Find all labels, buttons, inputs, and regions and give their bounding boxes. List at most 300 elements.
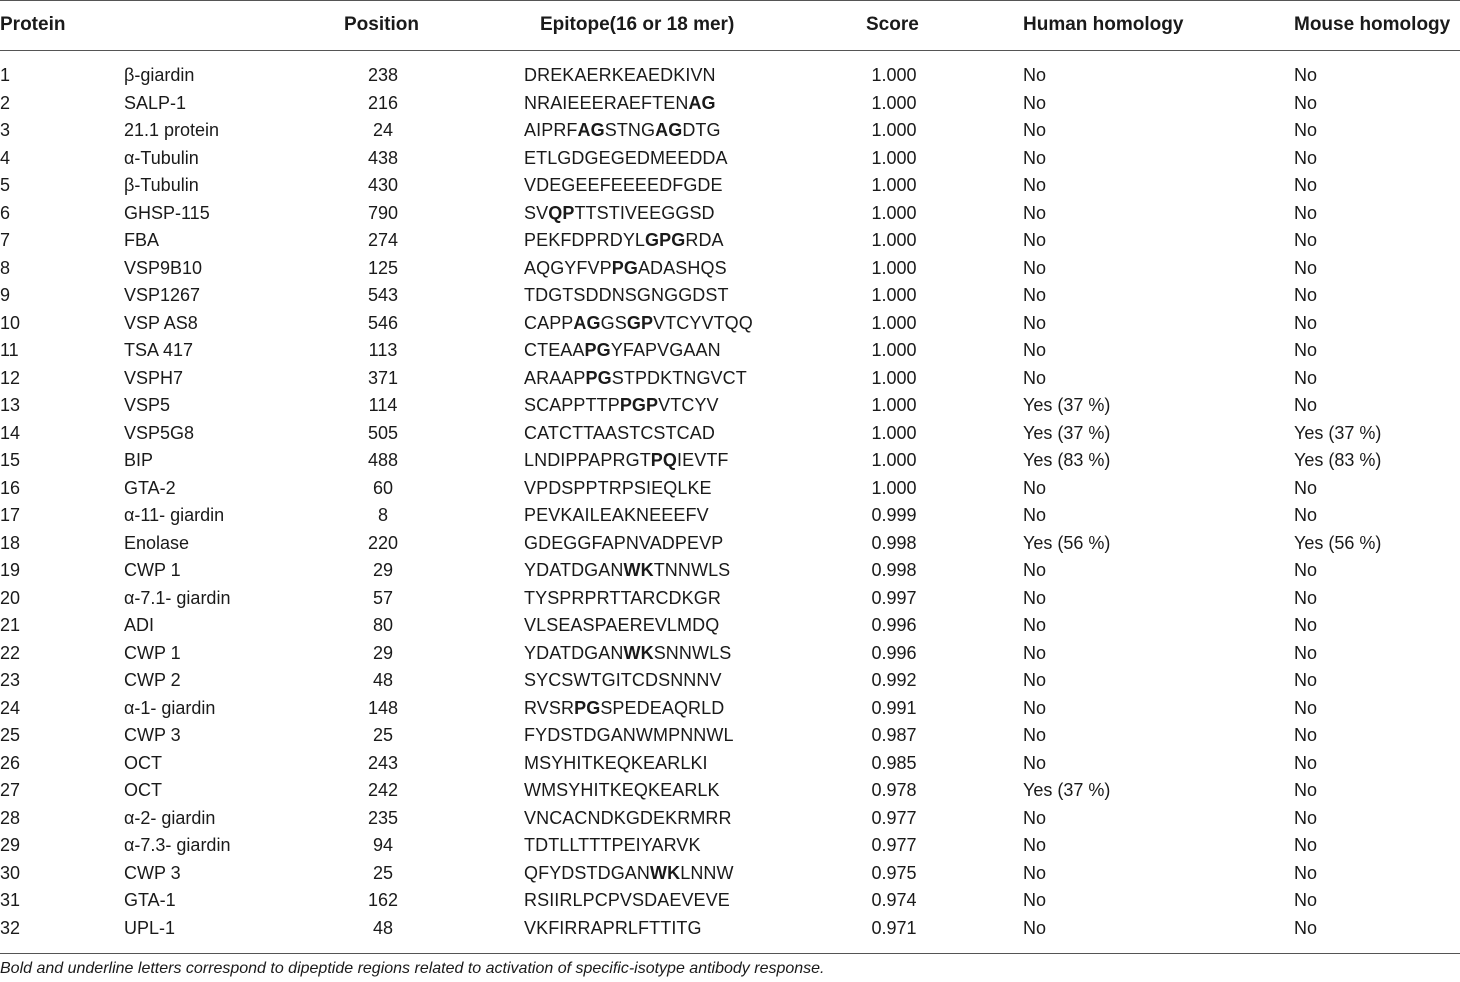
epitope-dipeptide-bold: AG — [688, 92, 716, 113]
table-row — [0, 777, 1460, 805]
row-number: 18 — [0, 532, 21, 553]
epitope-segment: ETLGDGEGEDMEEDDA — [524, 147, 728, 168]
mouse-homology-value: No — [1294, 725, 1318, 745]
position-value: 790 — [367, 202, 399, 223]
epitope-segment: SV — [524, 202, 549, 223]
mouse-homology-value: No — [1294, 285, 1318, 305]
protein-name: α-7.1- giardin — [124, 587, 231, 608]
epitope-segment: ADASHQS — [637, 257, 727, 278]
epitope-sequence — [524, 475, 712, 503]
row-number: 1 — [0, 65, 11, 85]
human-homology-value: No — [1023, 725, 1047, 745]
human-homology-value: No — [1023, 697, 1047, 718]
epitope-segment: VPDSPPTRPSIEQLKE — [524, 477, 712, 498]
mouse-homology-value: No — [1294, 120, 1318, 140]
position-value: 162 — [367, 890, 399, 910]
epitope-dipeptide-bold: QP — [548, 202, 575, 223]
protein-name: SALP-1 — [124, 92, 187, 113]
protein-name: TSA 417 — [124, 340, 194, 360]
human-homology-value: No — [1023, 670, 1047, 690]
human-homology-value: No — [1023, 120, 1047, 140]
human-homology-value: No — [1023, 285, 1047, 305]
epitope-sequence — [524, 667, 722, 695]
human-homology-value: No — [1023, 367, 1047, 388]
table-row — [0, 805, 1460, 833]
epitope-segment: STNG — [604, 120, 656, 140]
mouse-homology-value: No — [1294, 697, 1318, 718]
table-row — [0, 475, 1460, 503]
position-value: 25 — [372, 862, 394, 883]
mouse-homology-value: No — [1294, 477, 1318, 498]
position-value: 243 — [367, 752, 399, 773]
row-number: 4 — [0, 147, 11, 168]
row-number: 32 — [0, 917, 21, 938]
epitope-dipeptide-bold: PG — [611, 257, 638, 278]
human-homology-value: Yes (37 %) — [1023, 422, 1111, 443]
position-value: 220 — [367, 532, 399, 553]
epitope-dipeptide-bold: PQ — [650, 450, 678, 470]
human-homology-value: Yes (37 %) — [1023, 395, 1111, 415]
row-number: 29 — [0, 835, 21, 855]
row-number: 19 — [0, 560, 21, 580]
epitope-segment: GS — [600, 312, 627, 333]
score-value: 0.978 — [871, 780, 917, 800]
epitope-sequence — [524, 227, 724, 255]
table-row — [0, 310, 1460, 338]
epitope-segment: TDGTSDDNSGNGGDST — [524, 285, 729, 305]
epitope-segment: VKFIRRAPRLFTTITG — [524, 917, 702, 938]
score-value: 1.000 — [871, 477, 917, 498]
score-value: 1.000 — [871, 422, 917, 443]
row-number: 30 — [0, 862, 21, 883]
protein-name: VSP5G8 — [124, 422, 195, 443]
epitope-segment: SYCSWTGITCDSNNNV — [524, 670, 722, 690]
human-homology-value: No — [1023, 890, 1047, 910]
epitope-dipeptide-bold: WK — [650, 862, 681, 883]
row-number: 28 — [0, 807, 21, 828]
mouse-homology-value: No — [1294, 752, 1318, 773]
protein-name: CWP 2 — [124, 670, 181, 690]
human-homology-value: No — [1023, 230, 1047, 250]
row-number: 20 — [0, 587, 21, 608]
row-number: 24 — [0, 697, 21, 718]
human-homology-value: No — [1023, 340, 1047, 360]
epitope-sequence — [524, 310, 753, 338]
epitope-sequence — [524, 832, 701, 860]
table-row — [0, 860, 1460, 888]
epitope-dipeptide-bold: PGP — [619, 395, 659, 415]
row-number: 22 — [0, 642, 21, 663]
mouse-homology-value: No — [1294, 65, 1318, 85]
table-row — [0, 722, 1460, 750]
protein-name: CWP 3 — [124, 862, 181, 883]
epitope-segment: PEKFDPRDYL — [524, 230, 646, 250]
score-value: 1.000 — [871, 367, 917, 388]
position-value: 242 — [367, 780, 399, 800]
header-position: Position — [344, 14, 419, 35]
human-homology-value: No — [1023, 560, 1047, 580]
score-value: 1.000 — [871, 395, 917, 415]
row-number: 9 — [0, 285, 11, 305]
epitope-dipeptide-bold: AG — [655, 120, 683, 140]
table-row — [0, 145, 1460, 173]
header-protein: Protein — [0, 14, 66, 35]
table-row — [0, 227, 1460, 255]
row-number: 11 — [0, 340, 19, 360]
protein-name: Enolase — [124, 532, 190, 553]
mouse-homology-value: No — [1294, 395, 1318, 415]
epitope-sequence — [524, 420, 715, 448]
position-value: 94 — [372, 835, 394, 855]
epitope-segment: MSYHITKEQKEARLKI — [524, 752, 708, 773]
human-homology-value: No — [1023, 92, 1047, 113]
epitope-segment: RSIIRLPCPVSDAEVEVE — [524, 890, 730, 910]
position-value: 48 — [372, 670, 394, 690]
header-epitope: Epitope(16 or 18 mer) — [540, 14, 735, 35]
score-value: 1.000 — [871, 230, 917, 250]
protein-name: α-7.3- giardin — [124, 835, 231, 855]
epitope-segment: VTCYVTQQ — [653, 312, 753, 333]
protein-name: VSPH7 — [124, 367, 184, 388]
table-row — [0, 557, 1460, 585]
epitope-segment: NRAIEEERAEFTEN — [524, 92, 689, 113]
human-homology-value: Yes (56 %) — [1023, 532, 1111, 553]
epitope-sequence — [524, 750, 708, 778]
position-value: 438 — [367, 147, 399, 168]
epitope-segment: VLSEASPAEREVLMDQ — [524, 615, 720, 635]
position-value: 371 — [367, 367, 399, 388]
score-value: 1.000 — [871, 120, 917, 140]
position-value: 125 — [367, 257, 399, 278]
table-row — [0, 90, 1460, 118]
epitope-sequence — [524, 117, 721, 145]
score-value: 0.992 — [871, 670, 917, 690]
score-value: 1.000 — [871, 257, 917, 278]
table-row — [0, 282, 1460, 310]
table-row — [0, 420, 1460, 448]
score-value: 0.999 — [871, 505, 917, 525]
row-number: 2 — [0, 92, 11, 113]
score-value: 0.985 — [871, 752, 917, 773]
row-number: 7 — [0, 230, 11, 250]
row-number: 13 — [0, 395, 21, 415]
epitope-dipeptide-bold: GPG — [645, 230, 686, 250]
protein-name: GTA-1 — [124, 890, 176, 910]
position-value: 505 — [367, 422, 399, 443]
position-value: 48 — [372, 917, 394, 938]
epitope-dipeptide-bold: AG — [577, 120, 605, 140]
mouse-homology-value: No — [1294, 367, 1318, 388]
score-value: 0.977 — [871, 807, 917, 828]
position-value: 113 — [368, 340, 398, 360]
protein-name: GTA-2 — [124, 477, 176, 498]
epitope-segment: AQGYFVP — [524, 257, 612, 278]
epitope-sequence — [524, 392, 719, 420]
human-homology-value: No — [1023, 862, 1047, 883]
score-value: 0.971 — [871, 917, 917, 938]
score-value: 1.000 — [871, 340, 917, 360]
epitope-dipeptide-bold: GP — [626, 312, 654, 333]
mouse-homology-value: No — [1294, 175, 1318, 195]
protein-name: VSP1267 — [124, 285, 201, 305]
row-number: 14 — [0, 422, 21, 443]
score-value: 1.000 — [871, 92, 917, 113]
row-number: 8 — [0, 257, 11, 278]
table-row — [0, 695, 1460, 723]
score-value: 1.000 — [871, 147, 917, 168]
human-homology-value: No — [1023, 65, 1047, 85]
header-rule — [0, 50, 1460, 51]
header-mouse-homology: Mouse homology — [1294, 14, 1451, 35]
epitope-segment: LNDIPPAPRGT — [524, 450, 651, 470]
position-value: 216 — [367, 92, 399, 113]
protein-name: VSP9B10 — [124, 257, 203, 278]
epitope-segment: YDATDGAN — [524, 642, 624, 663]
human-homology-value: Yes (37 %) — [1023, 780, 1111, 800]
mouse-homology-value: No — [1294, 312, 1318, 333]
protein-name: UPL-1 — [124, 917, 176, 938]
row-number: 6 — [0, 202, 11, 223]
table-row — [0, 585, 1460, 613]
score-value: 1.000 — [871, 175, 917, 195]
score-value: 0.996 — [871, 615, 917, 635]
table-row — [0, 62, 1460, 90]
epitope-segment: VTCYV — [658, 395, 719, 415]
mouse-homology-value: No — [1294, 505, 1318, 525]
header-score: Score — [866, 14, 919, 35]
epitope-segment: RDA — [685, 230, 724, 250]
table-row — [0, 887, 1460, 915]
protein-name: 21.1 protein — [124, 120, 220, 140]
row-number: 10 — [0, 312, 21, 333]
table-row — [0, 750, 1460, 778]
protein-name: α-Tubulin — [124, 147, 199, 168]
protein-name: BIP — [124, 450, 154, 470]
human-homology-value: No — [1023, 505, 1047, 525]
position-value: 29 — [372, 560, 394, 580]
position-value: 235 — [367, 807, 399, 828]
score-value: 0.975 — [871, 862, 917, 883]
epitope-segment: CATCTTAASTCSTCAD — [524, 422, 715, 443]
mouse-homology-value: No — [1294, 257, 1318, 278]
epitope-segment: LNNW — [680, 862, 734, 883]
epitope-sequence — [524, 805, 732, 833]
protein-name: α-2- giardin — [124, 807, 216, 828]
table-row — [0, 640, 1460, 668]
table-bottom-rule — [0, 953, 1460, 954]
mouse-homology-value: No — [1294, 202, 1318, 223]
table-row — [0, 915, 1460, 943]
human-homology-value: No — [1023, 147, 1047, 168]
table-footnote: Bold and underline letters correspond to dipeptide regions related to activation of specific-isotype antibody response. — [0, 960, 825, 977]
mouse-homology-value: No — [1294, 230, 1318, 250]
table-row — [0, 200, 1460, 228]
mouse-homology-value: No — [1294, 340, 1318, 360]
epitope-dipeptide-bold: PG — [574, 697, 601, 718]
epitope-segment: GDEGGFAPNVADPEVP — [524, 532, 724, 553]
mouse-homology-value: No — [1294, 862, 1318, 883]
epitope-sequence — [524, 337, 721, 365]
mouse-homology-value: Yes (83 %) — [1294, 450, 1382, 470]
epitope-segment: TNNWLS — [653, 560, 731, 580]
epitope-sequence — [524, 90, 716, 118]
epitope-segment: TYSPRPRTTARCDKGR — [524, 587, 721, 608]
row-number: 16 — [0, 477, 21, 498]
row-number: 23 — [0, 670, 21, 690]
score-value: 0.974 — [871, 890, 917, 910]
mouse-homology-value: Yes (37 %) — [1294, 422, 1382, 443]
position-value: 148 — [367, 697, 399, 718]
row-number: 25 — [0, 725, 21, 745]
score-value: 0.997 — [871, 587, 917, 608]
protein-name: CWP 1 — [124, 642, 181, 663]
epitope-dipeptide-bold: PG — [585, 367, 612, 388]
epitope-sequence — [524, 887, 730, 915]
table-row — [0, 530, 1460, 558]
epitope-segment: CAPP — [524, 312, 574, 333]
row-number: 12 — [0, 367, 21, 388]
protein-name: VSP AS8 — [124, 312, 198, 333]
epitope-segment: YDATDGAN — [524, 560, 624, 580]
mouse-homology-value: No — [1294, 835, 1318, 855]
epitope-segment: CTEAA — [524, 340, 585, 360]
epitope-segment: IEVTF — [677, 450, 729, 470]
epitope-sequence — [524, 557, 730, 585]
mouse-homology-value: No — [1294, 917, 1318, 938]
epitope-segment: VNCACNDKGDEKRMRR — [524, 807, 732, 828]
epitope-segment: SPEDEAQRLD — [600, 697, 725, 718]
table-row — [0, 117, 1460, 145]
human-homology-value: No — [1023, 615, 1047, 635]
epitope-segment: AIPRF — [524, 120, 578, 140]
epitope-sequence — [524, 172, 723, 200]
human-homology-value: No — [1023, 752, 1047, 773]
protein-name: β-giardin — [124, 65, 195, 85]
score-value: 0.991 — [871, 697, 917, 718]
epitope-sequence — [524, 365, 747, 393]
score-value: 1.000 — [871, 312, 917, 333]
row-number: 15 — [0, 450, 21, 470]
epitope-sequence — [524, 282, 729, 310]
protein-name: VSP5 — [124, 395, 171, 415]
mouse-homology-value: No — [1294, 560, 1318, 580]
position-value: 80 — [372, 615, 394, 635]
position-value: 543 — [367, 285, 399, 305]
human-homology-value: No — [1023, 257, 1047, 278]
row-number: 5 — [0, 175, 11, 195]
epitope-segment: DREKAERKEAEDKIVN — [524, 65, 716, 85]
mouse-homology-value: No — [1294, 642, 1318, 663]
protein-name: OCT — [124, 752, 162, 773]
epitope-sequence — [524, 777, 720, 805]
score-value: 0.996 — [871, 642, 917, 663]
position-value: 25 — [372, 725, 394, 745]
position-value: 29 — [372, 642, 394, 663]
position-value: 488 — [367, 450, 399, 470]
epitope-sequence — [524, 255, 727, 283]
epitope-segment: QFYDSTDGAN — [524, 862, 651, 883]
human-homology-value: Yes (83 %) — [1023, 450, 1111, 470]
protein-name: CWP 1 — [124, 560, 181, 580]
protein-name: α-11- giardin — [124, 505, 225, 525]
position-value: 546 — [367, 312, 399, 333]
epitope-segment: SNNWLS — [653, 642, 732, 663]
mouse-homology-value: No — [1294, 587, 1318, 608]
epitope-sequence — [524, 612, 719, 640]
row-number: 3 — [0, 120, 11, 140]
epitope-segment: RVSR — [524, 697, 575, 718]
protein-name: OCT — [124, 780, 162, 800]
table-row — [0, 172, 1460, 200]
score-value: 1.000 — [871, 450, 917, 470]
table-row — [0, 337, 1460, 365]
epitope-sequence — [524, 915, 702, 943]
mouse-homology-value: No — [1294, 780, 1318, 800]
epitope-segment: SCAPPTTP — [524, 395, 620, 415]
score-value: 1.000 — [871, 65, 917, 85]
epitope-segment: TDTLLTTTPEIYARVK — [524, 835, 701, 855]
protein-name: FBA — [124, 230, 160, 250]
epitope-dipeptide-bold: WK — [623, 560, 654, 580]
table-row — [0, 365, 1460, 393]
mouse-homology-value: No — [1294, 670, 1318, 690]
epitope-segment: YFAPVGAAN — [610, 340, 721, 360]
score-value: 1.000 — [871, 202, 917, 223]
mouse-homology-value: No — [1294, 615, 1318, 635]
mouse-homology-value: Yes (56 %) — [1294, 532, 1382, 553]
epitope-sequence — [524, 695, 724, 723]
human-homology-value: No — [1023, 175, 1047, 195]
epitope-sequence — [524, 145, 728, 173]
table-row — [0, 255, 1460, 283]
row-number: 17 — [0, 505, 21, 525]
position-value: 114 — [368, 395, 398, 415]
epitope-segment: STPDKTNGVCT — [611, 367, 747, 388]
human-homology-value: No — [1023, 312, 1047, 333]
table-row — [0, 392, 1460, 420]
mouse-homology-value: No — [1294, 807, 1318, 828]
mouse-homology-value: No — [1294, 92, 1318, 113]
epitope-sequence — [524, 62, 716, 90]
epitope-segment: VDEGEEFEEEEDFGDE — [524, 175, 723, 195]
protein-name: GHSP-115 — [124, 202, 210, 223]
epitope-sequence — [524, 640, 731, 668]
score-value: 0.998 — [871, 532, 917, 553]
protein-name: β-Tubulin — [124, 175, 199, 195]
human-homology-value: No — [1023, 917, 1047, 938]
table-row — [0, 612, 1460, 640]
score-value: 0.977 — [871, 835, 917, 855]
epitope-sequence — [524, 200, 715, 228]
human-homology-value: No — [1023, 807, 1047, 828]
epitope-sequence — [524, 530, 723, 558]
position-value: 238 — [367, 65, 399, 85]
epitope-segment: FYDSTDGANWMPNNWL — [524, 725, 734, 745]
epitope-sequence — [524, 447, 729, 475]
epitope-segment: TTSTIVEEGGSD — [574, 202, 715, 223]
position-value: 60 — [372, 477, 394, 498]
header-human-homology: Human homology — [1023, 14, 1184, 35]
score-value: 0.998 — [871, 560, 917, 580]
epitope-sequence — [524, 860, 734, 888]
position-value: 8 — [377, 505, 388, 525]
human-homology-value: No — [1023, 642, 1047, 663]
row-number: 31 — [0, 890, 21, 910]
row-number: 26 — [0, 752, 21, 773]
score-value: 0.987 — [871, 725, 917, 745]
human-homology-value: No — [1023, 587, 1047, 608]
table-row — [0, 667, 1460, 695]
